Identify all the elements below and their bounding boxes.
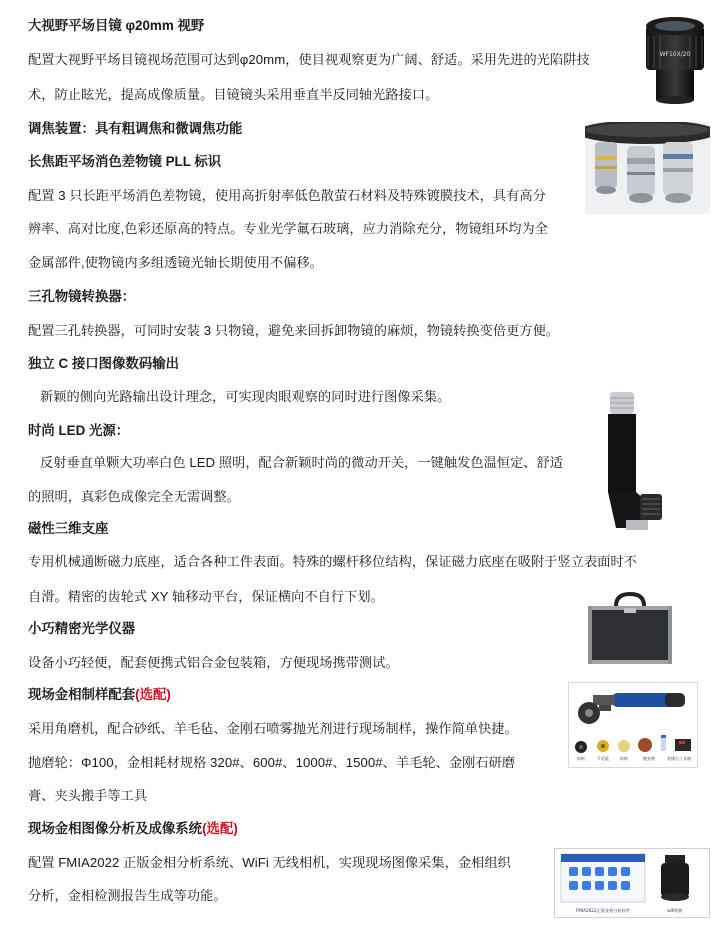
analysis-caption-software: FMIA2022正版金相分析软件	[575, 908, 631, 913]
carry-case-image	[584, 592, 676, 668]
prep-title	[28, 684, 171, 703]
eyepiece-text-2: 术，防止眩光，提高成像质量。目镜镜头采用垂直半反同轴光路接口。	[28, 87, 439, 102]
prep-kit-image	[568, 682, 698, 768]
analysis-optional-tag: (选配)	[202, 821, 238, 836]
eyepiece-title: 大视野平场目镜 φ20mm 视野	[28, 18, 205, 33]
led-text-2: 的照明，真彩色成像完全无需调整。	[28, 489, 240, 504]
led-text-1: 反射垂直单颗大功率白色 LED 照明，配合新颖时尚的微动开关，一键触发色温恒定、舒适	[40, 455, 564, 470]
analysis-caption-camera: wifi相机	[667, 908, 683, 913]
eyepiece-image	[636, 10, 712, 106]
analysis-system-image	[554, 848, 710, 918]
cmount-title: 独立 C 接口图像数码输出	[28, 356, 180, 371]
objective-text-1: 配置 3 只长距平场消色差物镜，使用高折射率低色散萤石材料及特殊镀膜技术，具有高分	[28, 188, 546, 203]
led-title: 时尚 LED 光源：	[28, 423, 130, 438]
analysis-title-text: 现场金相图像分析及成像系统	[28, 821, 203, 836]
prep-caption-2: 羊毛轮	[597, 756, 609, 761]
eyepiece-text-1: 配置大视野平场目镜视场范围可达到φ20mm，使目视观察更为广阔、舒适。采用先进的光陷阱技	[28, 52, 590, 67]
nosepiece-text-1: 配置三孔转换器，可同时安装 3 只物镜，避免来回拆卸物镜的麻烦，物镜转换变倍更方便。	[28, 323, 560, 338]
analysis-title	[28, 818, 238, 837]
stand-text-2: 自滑。精密的齿轮式 XY 轴移动平台，保证横向不自行下划。	[28, 589, 384, 604]
prep-text-3: 膏、夹头搬手等工具	[28, 788, 148, 803]
analysis-text-2: 分析，金相检测报告生成等功能。	[28, 888, 227, 903]
prep-text-1: 采用角磨机，配合砂纸、羊毛毡、金刚石喷雾抛光剂进行现场制样，操作简单快捷。	[28, 721, 518, 736]
prep-optional-tag: (选配)	[135, 687, 171, 702]
stand-text-1: 专用机械通断磁力底座，适合各种工件表面。特殊的螺杆移位结构，保证磁力底座在吸附于竖立表面时不	[28, 554, 637, 569]
objective-title: 长焦距平场消色差物镜 PLL 标识	[28, 154, 222, 169]
prep-text-2: 抛磨轮：Φ100，金相耗材规格 320#、600#、1000#、1500#、羊毛轮、金刚石研磨	[28, 755, 516, 770]
compact-title: 小巧精密光学仪器	[28, 621, 136, 636]
prep-caption-5: 金刚石工具箱	[667, 756, 691, 761]
stand-title: 磁性三维支座	[28, 521, 109, 536]
prep-caption-3: 砂纸	[620, 756, 628, 761]
nosepiece-title: 三孔物镜转换器：	[28, 289, 136, 304]
prep-title-text: 现场金相制样配套	[28, 687, 136, 702]
objective-image	[585, 122, 710, 214]
objective-text-3: 金属部件,使物镜内多组透镜光轴长期使用不偏移。	[28, 255, 323, 270]
compact-text-1: 设备小巧轻便，配套便携式铝合金包装箱，方便现场携带测试。	[28, 655, 399, 670]
objective-text-2: 辨率、高对比度,色彩还原高的特点。专业光学氟石玻璃，应力消除充分，物镜组环均为全	[28, 221, 548, 236]
prep-caption-4: 抛光剂	[643, 756, 655, 761]
focus-title: 调焦装置：具有粗调焦和微调焦功能	[28, 121, 243, 136]
led-illuminator-image	[596, 390, 668, 532]
cmount-text-1: 新颖的侧向光路输出设计理念，可实现肉眼观察的同时进行图像采集。	[40, 389, 451, 404]
prep-caption-1: 砂纸	[577, 756, 585, 761]
analysis-text-1: 配置 FMIA2022 正版金相分析系统、WiFi 无线相机，实现现场图像采集，金相组织	[28, 855, 511, 870]
eyepiece-engraving: WF10X/20	[659, 51, 691, 58]
